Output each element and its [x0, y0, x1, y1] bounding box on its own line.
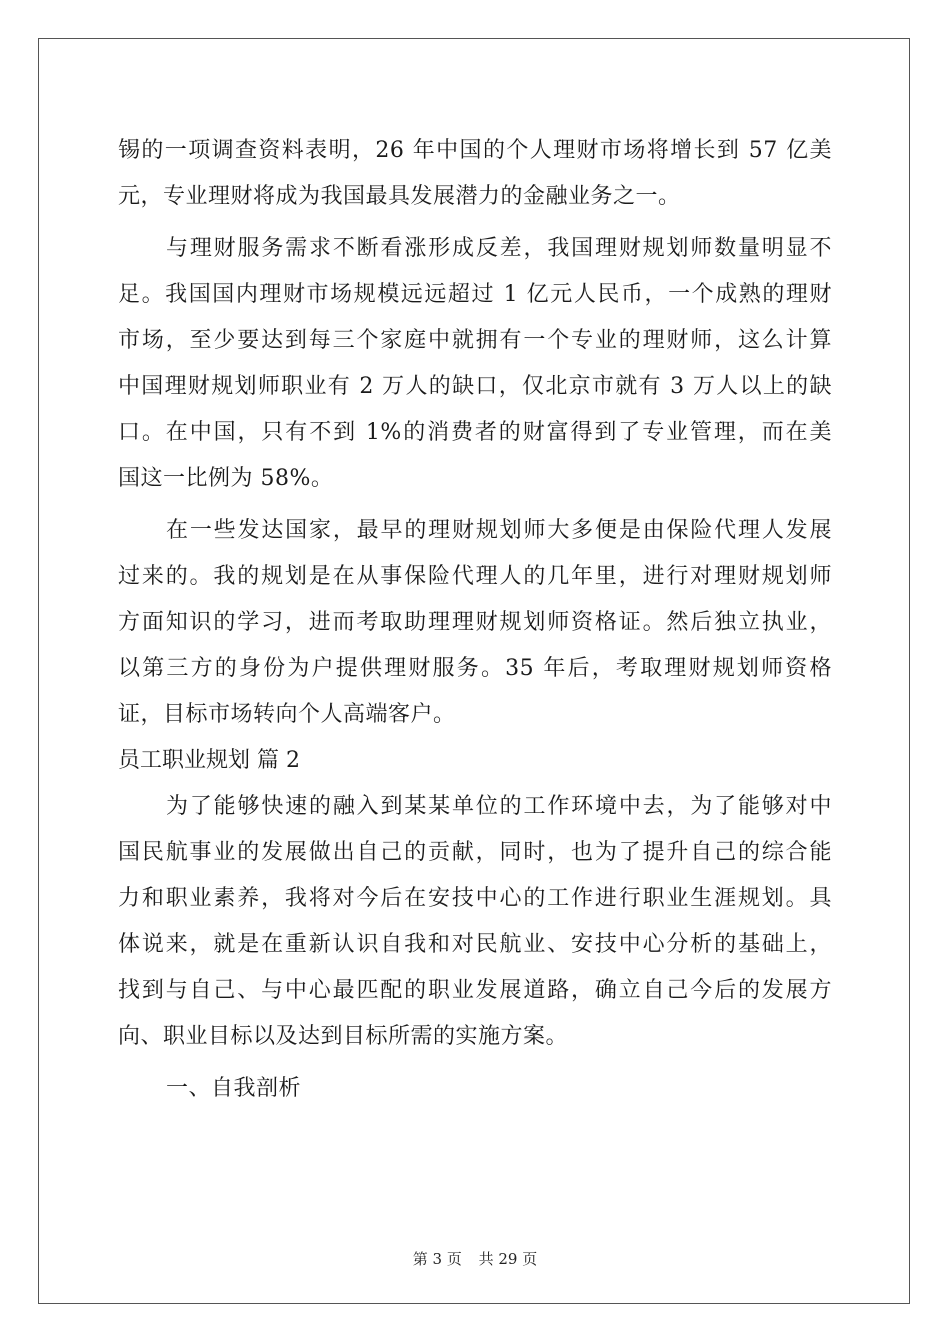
paragraph-2	[118, 226, 832, 502]
text-line: 过来的。我的规划是在从事保险代理人的几年里，进行对理财规划师	[118, 564, 832, 589]
text-line: 市场，至少要达到每三个家庭中就拥有一个专业的理财师，这么计算	[118, 328, 832, 353]
text-line: 向、职业目标以及达到目标所需的实施方案。	[118, 1024, 569, 1049]
text-line: 锡的一项调查资料表明，26 年中国的个人理财市场将增长到 57 亿美	[118, 138, 832, 163]
document-body	[118, 128, 832, 1112]
text-line: 以第三方的身份为户提供理财服务。35 年后，考取理财规划师资格	[118, 656, 832, 681]
page-total: 共 29 页	[478, 1250, 538, 1268]
paragraph-1	[118, 128, 832, 220]
paragraph-4	[118, 784, 832, 1060]
paragraph-3	[118, 508, 832, 738]
text-line: 在一些发达国家，最早的理财规划师大多便是由保险代理人发展	[166, 518, 832, 543]
text-line: 国这一比例为 58%。	[118, 466, 334, 491]
text-line: 找到与自己、与中心最匹配的职业发展道路，确立自己今后的发展方	[118, 978, 832, 1003]
text-line: 中国理财规划师职业有 2 万人的缺口，仅北京市就有 3 万人以上的缺	[118, 374, 832, 399]
subheading: 一、自我剖析	[166, 1076, 302, 1101]
text-line: 为了能够快速的融入到某某单位的工作环境中去，为了能够对中	[166, 794, 832, 819]
page-number: 第 3 页	[412, 1250, 462, 1268]
text-line: 国民航事业的发展做出自己的贡献，同时，也为了提升自己的综合能	[118, 840, 832, 865]
text-line: 元，专业理财将成为我国最具发展潜力的金融业务之一。	[118, 184, 681, 209]
text-line: 力和职业素养，我将对今后在安技中心的工作进行职业生涯规划。具	[118, 886, 832, 911]
text-line: 方面知识的学习，进而考取助理理财规划师资格证。然后独立执业，	[118, 610, 832, 635]
text-line: 口。在中国，只有不到 1%的消费者的财富得到了专业管理，而在美	[118, 420, 832, 445]
section-title: 员工职业规划 篇 2	[118, 748, 300, 773]
page-footer	[0, 1248, 950, 1269]
text-line: 证，目标市场转向个人高端客户。	[118, 702, 456, 727]
text-line: 与理财服务需求不断看涨形成反差，我国理财规划师数量明显不	[166, 236, 832, 261]
text-line: 足。我国国内理财市场规模远远超过 1 亿元人民币，一个成熟的理财	[118, 282, 832, 307]
text-line: 体说来，就是在重新认识自我和对民航业、安技中心分析的基础上，	[118, 932, 832, 957]
